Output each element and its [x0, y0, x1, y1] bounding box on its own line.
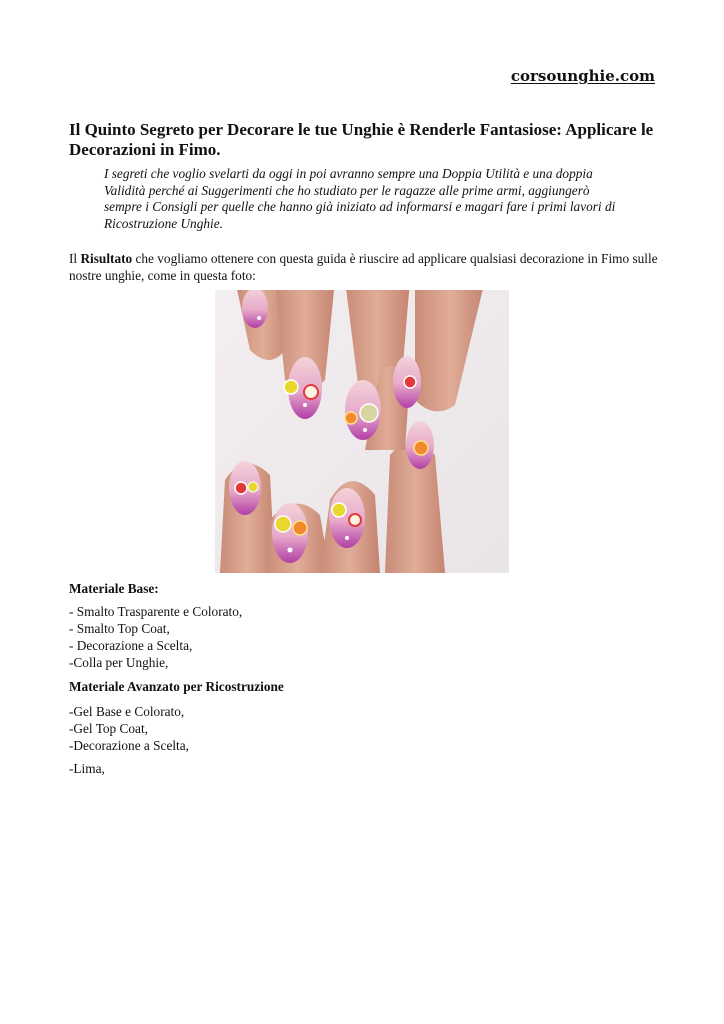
list-item: -Gel Top Coat, [69, 721, 148, 736]
list-item: -Decorazione a Scelta, [69, 738, 189, 753]
article-lead [69, 250, 659, 284]
article-intro: I segreti che voglio svelarti da oggi in poi avranno sempre una Doppia Utilità e una doppia Validità perché ai Suggerimenti che ho studiato per le ragazze alle prime armi, aggiungerò sempre i Consigli per quelle che hanno già iniziato ad informarsi e magari fare i primi lavori di Ricostruzione Unghie. [104, 166, 616, 231]
site-link[interactable]: corsounghie.com [510, 67, 655, 85]
list-item: -Gel Base e Colorato, [69, 704, 185, 719]
materials-advanced-last-item: -Lima, [69, 761, 105, 776]
materials-advanced-list [69, 703, 189, 754]
nail-art-illustration [215, 290, 509, 573]
list-item: - Decorazione a Scelta, [69, 638, 193, 653]
nail-art-photo [215, 290, 509, 573]
lead-prefix: Il [69, 251, 81, 266]
lead-bold: Risultato [80, 251, 133, 266]
article-title: Il Quinto Segreto per Decorare le tue Unghie è Renderle Fantasiose: Applicare le Decorazioni in Fimo. [69, 120, 654, 159]
materials-advanced-heading: Materiale Avanzato per Ricostruzione [69, 679, 284, 694]
materials-base-list [69, 603, 242, 671]
materials-base-heading: Materiale Base: [69, 581, 159, 596]
list-item: -Colla per Unghie, [69, 655, 169, 670]
list-item: - Smalto Top Coat, [69, 621, 170, 636]
list-item: - Smalto Trasparente e Colorato, [69, 604, 243, 619]
lead-suffix: che vogliamo ottenere con questa guida è riuscire ad applicare qualsiasi decorazione in Fimo sulle nostre unghie, come in questa foto: [69, 251, 658, 283]
